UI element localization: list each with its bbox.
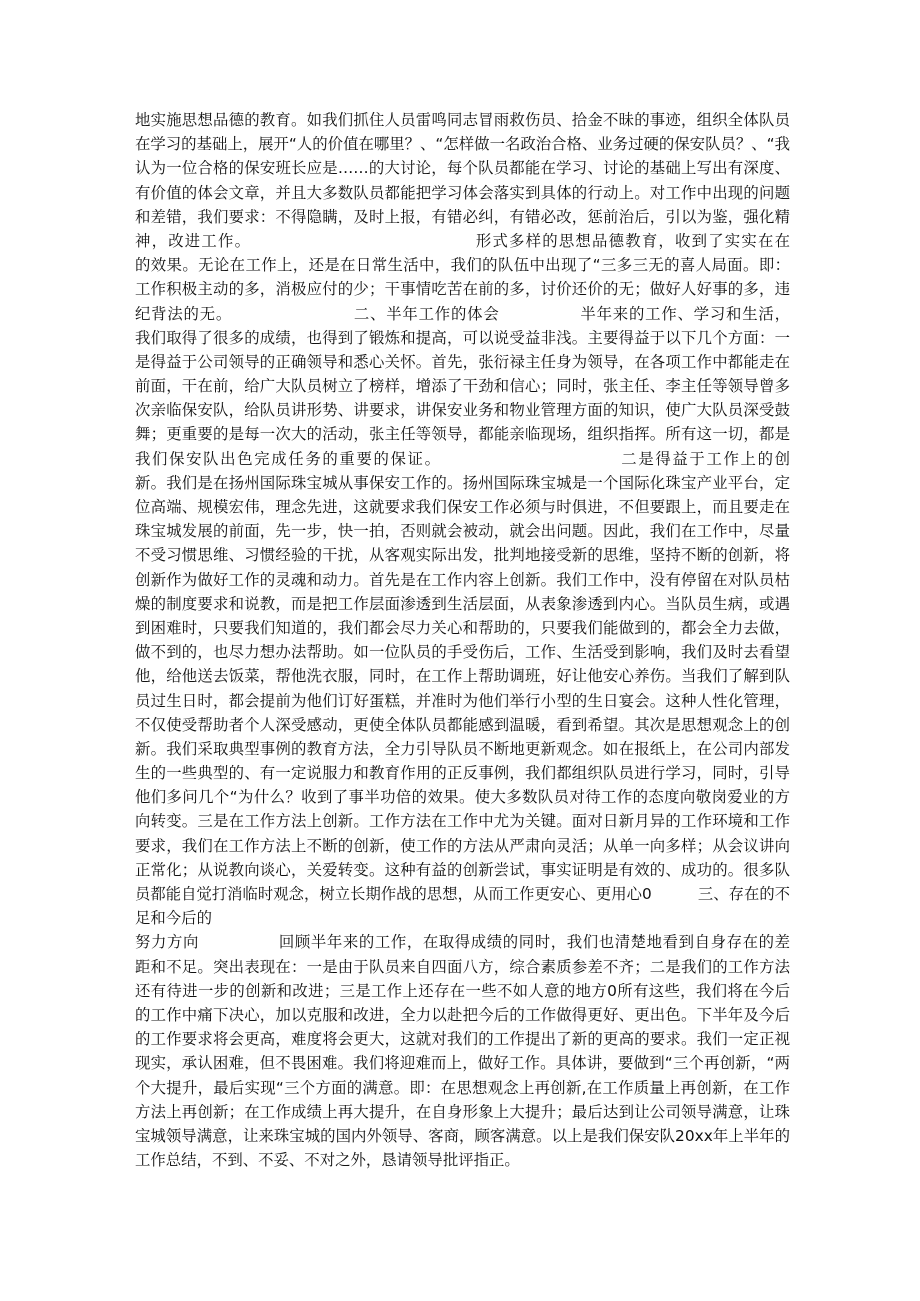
text-line: 位高端、规模宏伟，理念先进，这就要求我们保安工作必须与时俱进，不但要跟上，而且要走在	[135, 498, 790, 516]
text-line: 工作积极主动的多，消极应付的少；干事情吃苦在前的多，讨价还价的无；做好人好事的多，违	[135, 280, 790, 299]
text-line: 做不到的，也尽力想办法帮助。如一位队员的手受伤后，工作、生活受到影响，我们及时去看望	[135, 643, 790, 662]
text-line: 足和今后的	[135, 909, 212, 928]
text-line: 新。我们是在扬州国际珠宝城从事保安工作的。扬州国际珠宝城是一个国际化珠宝产业平台，定	[135, 473, 790, 492]
text-line: 次亲临保安队，给队员讲形势、讲要求，讲保安业务和物业管理方面的知识，使广大队员深受鼓	[135, 401, 790, 420]
text-line: 还有待进一步的创新和改进；三是工作上还存在一些不如人意的地方0所有这些，我们将在今后	[135, 981, 790, 1000]
text-line: 在学习的基础上，展开“人的价值在哪里？、“怎样做一名政治合格、业务过硬的保安队员？、“我	[135, 135, 790, 154]
text-line: 到困难时，只要我们知道的，我们都会尽力关心和帮助的，只要我们能做到的，都会全力去做，	[135, 618, 790, 637]
text-line: 神，改进工作。 形式多样的思想品德教育，收到了实实在在	[135, 231, 790, 250]
text-line: 正常化；从说教向谈心，关爱转变。这种有益的创新尝试，事实证明是有效的、成功的。很多队	[135, 860, 790, 879]
text-line: 创新作为做好工作的灵魂和动力。首先是在工作内容上创新。我们工作中，没有停留在对队员枯	[135, 570, 790, 589]
text-line: 燥的制度要求和说教，而是把工作层面渗透到生活层面，从表象渗透到内心。当队员生病，或遇	[135, 594, 790, 613]
text-line: 珠宝城发展的前面，先一步，快一拍，否则就会被动，就会出问题。因此，我们在工作中，尽量	[135, 522, 790, 541]
text-line: 个大提升，最后实现“三个方面的满意。即：在思想观念上再创新,在工作质量上再创新，在工作	[135, 1078, 790, 1097]
text-line: 要求，我们在工作方法上不断的创新，使工作的方法从严肃向灵活；从单一向多样；从会议讲向	[135, 836, 790, 855]
text-line: 工作总结，不到、不妥、不对之外，恳请领导批评指正。	[135, 1151, 520, 1170]
text-line: 新。我们采取典型事例的教育方法，全力引导队员不断地更新观念。如在报纸上，在公司内部发	[135, 739, 790, 758]
text-line: 的工作要求将会更高，难度将会更大，这就对我们的工作提出了新的更高的要求。我们一定正视	[135, 1030, 790, 1049]
document-body	[135, 108, 790, 1172]
text-line: 的工作中痛下决心，加以克服和改进，全力以赴把今后的工作做得更好、更出色。下半年及今后	[135, 1005, 790, 1024]
text-line: 他，给他送去饭菜，帮他洗衣服，同时，在工作上帮助调班，好让他安心养伤。当我们了解到队	[135, 667, 790, 686]
text-line: 努力方向 回顾半年来的工作，在取得成绩的同时，我们也清楚地看到自身存在的差	[135, 933, 790, 952]
text-line: 向转变。三是在工作方法上创新。工作方法在工作中尤为关键。面对日新月异的工作环境和工作	[135, 812, 790, 831]
text-line: 不仅使受帮助者个人深受感动，更使全体队员都能感到温暖，看到希望。其次是思想观念上的创	[135, 715, 790, 734]
text-line: 的效果。无论在工作上，还是在日常生活中，我们的队伍中出现了“三多三无的喜人局面。即：	[135, 256, 790, 275]
text-line: 地实施思想品德的教育。如我们抓住人员雷鸣同志冒雨救伤员、拾金不昧的事迹，组织全体队员	[135, 111, 790, 129]
text-line: 他们多问几个“为什么？收到了事半功倍的效果。使大多数队员对待工作的态度向敬岗爱业的方	[135, 788, 790, 807]
text-line: 现实，承认困难，但不畏困难。我们将迎难而上，做好工作。具体讲，要做到“三个再创新，“两	[135, 1054, 790, 1073]
text-line: 认为一位合格的保安班长应是……的大讨论，每个队员都能在学习、讨论的基础上写出有深度、	[135, 159, 790, 178]
text-line: 有价值的体会文章，并且大多数队员都能把学习体会落实到具体的行动上。对工作中出现的问题	[135, 183, 790, 202]
text-line: 员都能自觉打消临时观念，树立长期作战的思想，从而工作更安心、更用心0 三、存在的不	[135, 885, 790, 903]
text-line: 舞；更重要的是每一次大的活动，张主任等领导，都能亲临现场，组织指挥。所有这一切，都是	[135, 425, 790, 444]
text-line: 生的一些典型的、有一定说服力和教育作用的正反事例，我们都组织队员进行学习，同时，引导	[135, 764, 790, 783]
text-line: 前面，干在前，给广大队员树立了榜样，增添了干劲和信心；同时，张主任、李主任等领导曾多	[135, 377, 790, 396]
text-line: 不受习惯思维、习惯经验的干扰，从客观实际出发，批判地接受新的思维，坚持不断的创新，将	[135, 546, 790, 565]
text-line: 我们取得了很多的成绩，也得到了锻炼和提高，可以说受益非浅。主要得益于以下几个方面：一	[135, 328, 790, 347]
text-line: 距和不足。突出表现在：一是由于队员来自四面八方，综合素质参差不齐；二是我们的工作方法	[135, 957, 790, 976]
text-line: 和差错，我们要求：不得隐瞒，及时上报，有错必纠，有错必改，惩前治后，引以为鉴，强化精	[135, 207, 790, 226]
text-line: 纪背法的无。 二、半年工作的体会 半年来的工作、学习和生活，	[135, 304, 790, 323]
text-line: 员过生日时，都会提前为他们订好蛋糕，并准时为他们举行小型的生日宴会。这种人性化管理，	[135, 691, 790, 710]
text-line: 宝城领导满意，让来珠宝城的国内外领导、客商，顾客满意。以上是我们保安队20xx年上半年的	[135, 1126, 790, 1145]
text-line: 方法上再创新；在工作成绩上再大提升，在自身形象上大提升；最后达到让公司领导满意，让珠	[135, 1102, 790, 1121]
text-line: 是得益于公司领导的正确领导和悉心关怀。首先，张衍禄主任身为领导，在各项工作中都能走在	[135, 352, 790, 371]
text-line: 我们保安队出色完成任务的重要的保证。 二是得益于工作上的创	[135, 449, 790, 468]
